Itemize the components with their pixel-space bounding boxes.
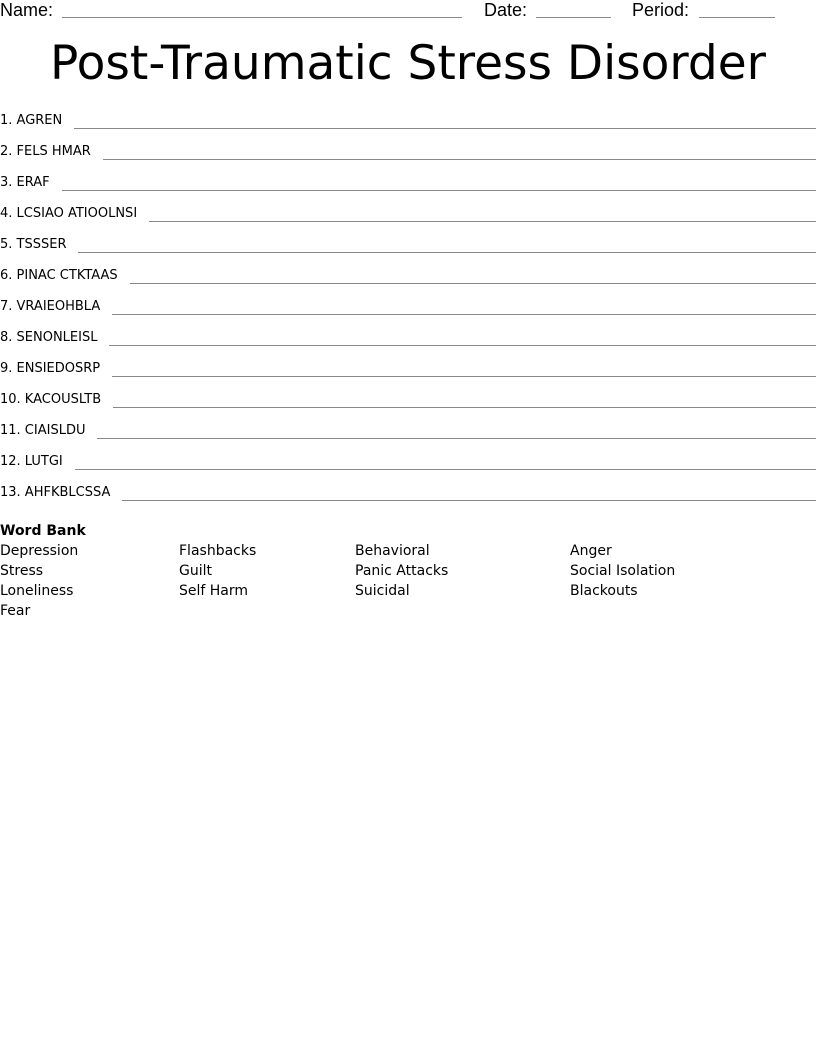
student-info-header [0,0,816,24]
word-bank-title: Word Bank [0,523,86,539]
word-bank [0,542,816,622]
question-row [0,329,816,360]
answer-line[interactable] [78,236,816,253]
scrambled-word: 12. LUTGI [0,454,63,469]
word-bank-item: Guilt [179,563,212,579]
question-row [0,298,816,329]
answer-line[interactable] [112,360,816,377]
answer-line[interactable] [113,391,816,408]
name-field[interactable] [62,17,462,18]
date-label: Date: [484,0,528,20]
worksheet-title: Post-Traumatic Stress Disorder [50,36,766,91]
question-row [0,174,816,205]
scrambled-word: 6. PINAC CTKTAAS [0,268,118,283]
question-row [0,360,816,391]
answer-line[interactable] [112,298,816,315]
word-bank-item: Social Isolation [570,563,676,579]
question-row [0,422,816,453]
period-field[interactable] [699,17,775,18]
question-row [0,484,816,515]
scrambled-word: 2. FELS HMAR [0,144,91,159]
scramble-question-list [0,112,816,515]
word-bank-item: Panic Attacks [355,563,449,579]
word-bank-item: Depression [0,543,79,559]
answer-line[interactable] [103,143,816,160]
word-bank-item: Loneliness [0,583,74,599]
word-bank-item: Behavioral [355,543,430,559]
word-bank-item: Fear [0,603,31,619]
answer-line[interactable] [122,484,816,501]
word-bank-item: Blackouts [570,583,638,599]
scrambled-word: 4. LCSIAO ATIOOLNSI [0,206,138,221]
question-row [0,112,816,143]
scrambled-word: 11. CIAISLDU [0,423,86,438]
word-bank-item: Anger [570,543,612,559]
period-label: Period: [632,0,690,20]
question-row [0,205,816,236]
scrambled-word: 13. AHFKBLCSSA [0,485,111,500]
question-row [0,391,816,422]
answer-line[interactable] [74,112,816,129]
question-row [0,453,816,484]
answer-line[interactable] [130,267,816,284]
scrambled-word: 10. KACOUSLTB [0,392,102,407]
scrambled-word: 3. ERAF [0,175,50,190]
scrambled-word: 5. TSSSER [0,237,67,252]
answer-line[interactable] [62,174,816,191]
scrambled-word: 1. AGREN [0,113,63,128]
question-row [0,143,816,174]
answer-line[interactable] [75,453,816,470]
name-label: Name: [0,0,54,20]
word-bank-item: Flashbacks [179,543,257,559]
answer-line[interactable] [149,205,816,222]
word-bank-item: Stress [0,563,44,579]
question-row [0,267,816,298]
scrambled-word: 7. VRAIEOHBLA [0,299,101,314]
answer-line[interactable] [109,329,816,346]
answer-line[interactable] [97,422,816,439]
scrambled-word: 8. SENONLEISL [0,330,98,345]
date-field[interactable] [536,17,611,18]
word-bank-item: Self Harm [179,583,249,599]
scrambled-word: 9. ENSIEDOSRP [0,361,101,376]
question-row [0,236,816,267]
word-bank-item: Suicidal [355,583,410,599]
